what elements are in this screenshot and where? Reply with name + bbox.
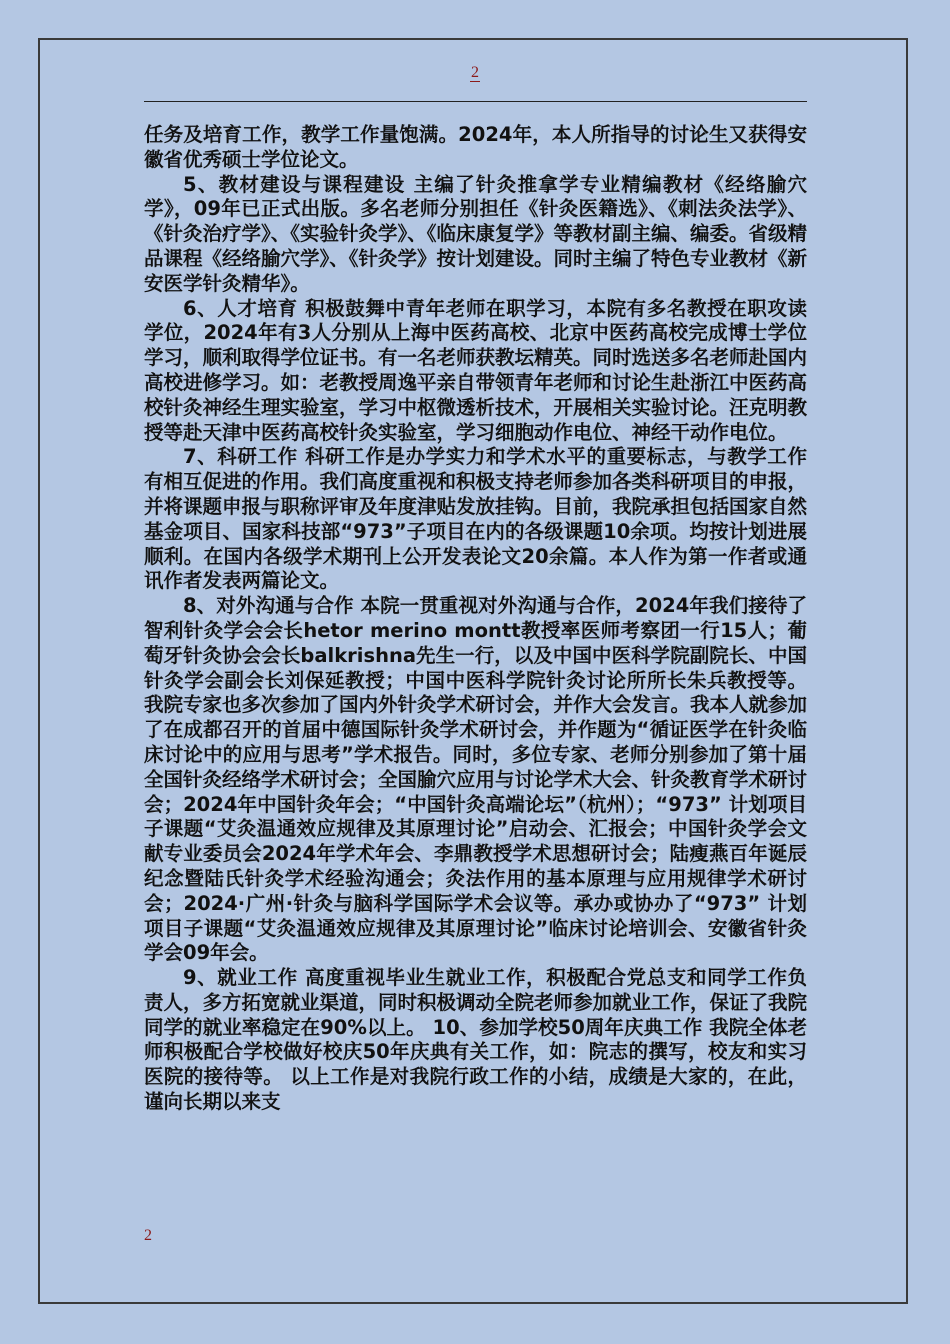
header-rule: [144, 101, 807, 102]
paragraph: 6、人才培育 积极鼓舞中青年老师在职学习，本院有多名教授在职攻读学位，2024年有3人分别从上海中医药高校、北京中医药高校完成博士学位学习，顺利取得学位证书。有一名老师获教坛精英。同时选送多名老师赴国内高校进修学习。如：老教授周逸平亲自带领青年老师和讨论生赴浙江中医药高校针灸神经生理实验室，学习中枢微透析技术，开展相关实验讨论。汪克明教授等赴天津中医药高校针灸实验室，学习细胞动作电位、神经干动作电位。: [144, 296, 808, 444]
paragraph: 任务及培育工作，教学工作量饱满。2024年，本人所指导的讨论生又获得安徽省优秀硕士学位论文。: [144, 123, 807, 171]
paragraph: 5、教材建设与课程建设 主编了针灸推拿学专业精编教材《经络腧穴学》，09年已正式出版。多名老师分别担任《针灸医籍选》、《刺法灸法学》、《针灸治疗学》、《实验针灸学》、《临床康复学》等教材副主编、编委。省级精品课程《经络腧穴学》、《针灸学》按计划建设。同时主编了特色专业教材《新安医学针灸精华》。: [144, 172, 808, 295]
document-body: [144, 123, 807, 1115]
paragraph: 8、对外沟通与合作 本院一贯重视对外沟通与合作，2024年我们接待了智利针灸学会会长hetor merino montt教授率医师考察团一行15人；葡萄牙针灸协会会长balkrishna先生一行，以及中国中医科学院副院长、中国针灸学会副会长刘保延教授；中国中医科学院针灸讨论所所长朱兵教授等。 我院专家也多次参加了国内外针灸学术研讨会，并作大会发言。我本人就参加了在成都召开的首届中德国际针灸学术研讨会，并作题为“循证医学在针灸临床讨论中的应用与思考”学术报告。同时，多位专家、老师分别参加了第十届全国针灸经络学术研讨会；全国腧穴应用与讨论学术大会、针灸教育学术研讨会；2024年中国针灸年会；“中国针灸高端论坛”（杭州）；“973” 计划项目子课题“艾灸温通效应规律及其原理讨论”启动会、汇报会；中国针灸学会文献专业委员会2024年学术年会、李鼎教授学术思想研讨会；陆瘦燕百年诞辰纪念暨陆氏针灸学术经验沟通会；灸法作用的基本原理与应用规律学术研讨会；2024·广州·针灸与脑科学国际学术会议等。承办或协办了“973” 计划项目子课题“艾灸温通效应规律及其原理讨论”临床讨论培训会、安徽省针灸学会09年会。: [144, 594, 808, 965]
paragraph: 9、就业工作 高度重视毕业生就业工作，积极配合党总支和同学工作负责人，多方拓宽就业渠道，同时积极调动全院老师参加就业工作，保证了我院同学的就业率稳定在90%以上。 10、参加学校50周年庆典工作 我院全体老师积极配合学校做好校庆50年庆典有关工作，如：院志的撰写，校友和实习医院的接待等。 以上工作是对我院行政工作的小结，成绩是大家的，在此，谨向长期以来支: [144, 966, 808, 1114]
header-page-number: 2: [471, 64, 479, 81]
footer-page-number: 2: [144, 1227, 152, 1244]
paragraph: 7、科研工作 科研工作是办学实力和学术水平的重要标志，与教学工作有相互促进的作用。我们高度重视和积极支持老师参加各类科研项目的申报，并将课题申报与职称评审及年度津贴发放挂钩。目前，我院承担包括国家自然基金项目、国家科技部“973”子项目在内的各级课题10余项。均按计划进展顺利。在国内各级学术期刊上公开发表论文20余篇。本人作为第一作者或通讯作者发表两篇论文。: [144, 445, 808, 593]
